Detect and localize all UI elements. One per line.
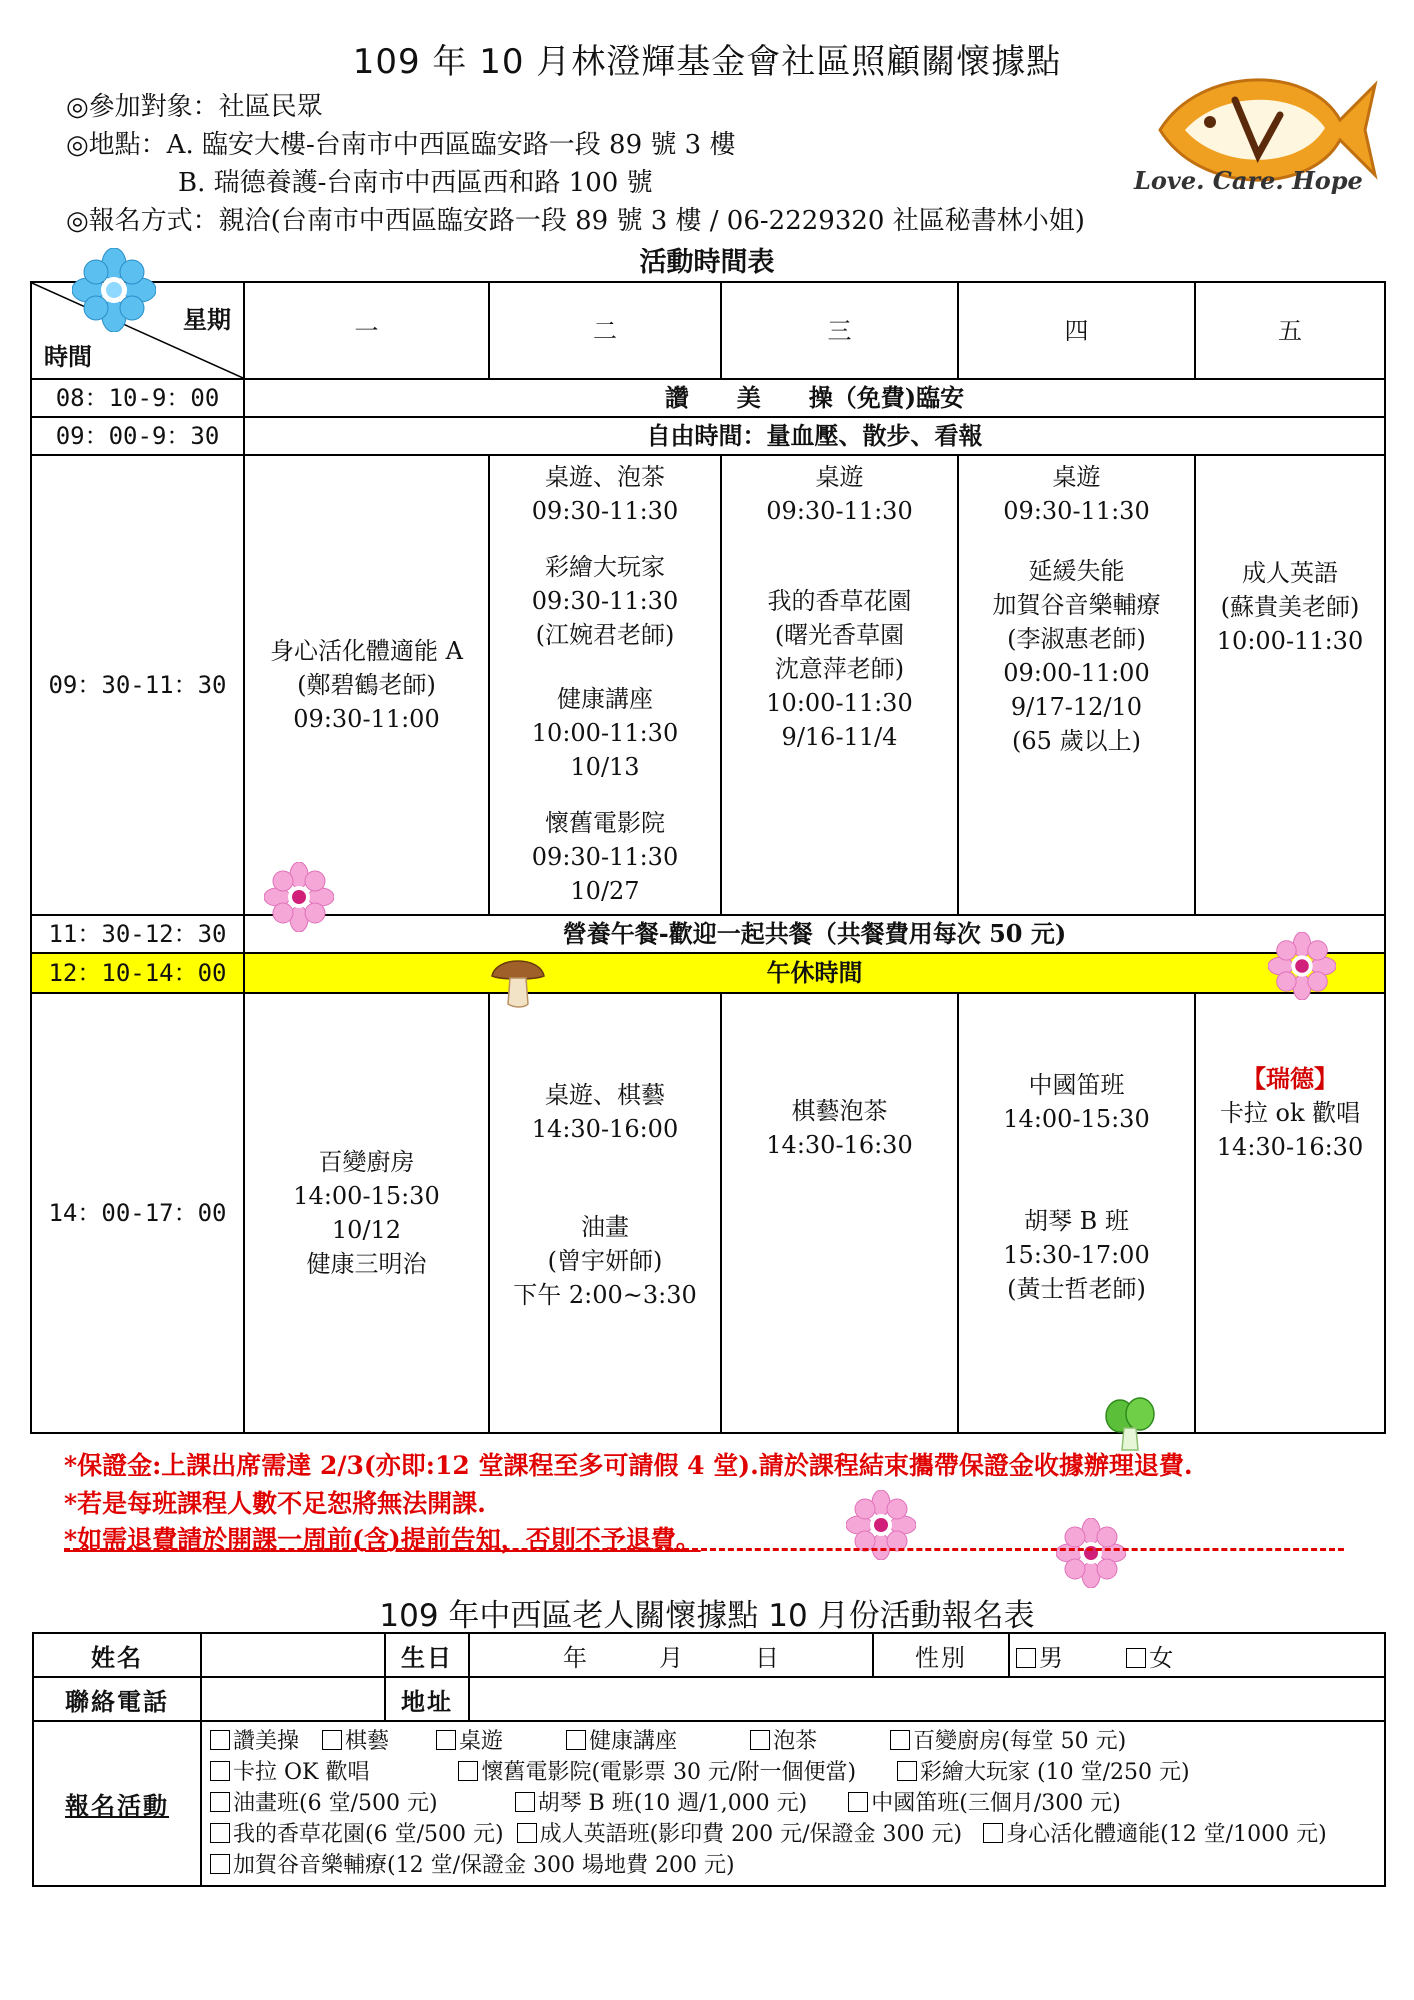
mushroom-icon — [488, 952, 548, 1010]
pink-flower-icon — [264, 862, 334, 932]
thu-morning-cell — [958, 455, 1195, 915]
activity-label: 健康講座 — [589, 1729, 678, 1754]
day-header-thu: 四 — [958, 282, 1195, 379]
tue-morning-cell — [489, 455, 721, 915]
phone-field[interactable] — [201, 1677, 385, 1721]
course-line: (鄭碧鶴老師) — [297, 671, 436, 699]
activities-label: 報名活動 — [33, 1721, 201, 1886]
course-line: 健康三明治 — [306, 1250, 427, 1278]
course-line: (李淑惠老師) — [1007, 625, 1146, 653]
course-line: 09:30-11:30 — [531, 497, 679, 525]
day-header-mon: 一 — [244, 282, 489, 379]
course-line: 身心活化體適能 A — [270, 637, 463, 665]
deposit-note: *保證金:上課出席需達 2/3(亦即:12 堂課程至多可請假 4 堂).請於課程結束攜帶保證金收據辦理退費. — [64, 1451, 1193, 1480]
birthday-label: 生日 — [385, 1633, 469, 1677]
activity-checkbox[interactable] — [983, 1823, 1003, 1843]
course-line: 彩繪大玩家 — [545, 553, 665, 581]
activity-row — [210, 1819, 1376, 1850]
pink-flower-icon — [1056, 1518, 1126, 1588]
address-field[interactable] — [469, 1677, 1385, 1721]
course-line: 15:30-17:00 — [1003, 1241, 1150, 1269]
activity-checkbox[interactable] — [890, 1730, 910, 1750]
course-line: 14:00-15:30 — [293, 1182, 440, 1210]
course-line: 10/12 — [331, 1216, 402, 1244]
course-line: 桌遊 — [1052, 463, 1101, 491]
schedule-title: 活動時間表 — [639, 247, 775, 278]
course-line: 沈意萍老師) — [774, 655, 905, 683]
activity-row — [210, 1788, 1376, 1819]
signup-method: ◎報名方式：親洽(台南市中西區臨安路一段 89 號 3 樓 / 06-2229320 社區秘書林小姐) — [66, 206, 1085, 236]
activity-label: 卡拉 OK 歡唱 — [233, 1760, 370, 1785]
activity-label: 我的香草花園(6 堂/500 元) — [233, 1822, 504, 1847]
activity-checkbox[interactable] — [210, 1761, 230, 1781]
activity-label: 懷舊電影院(電影票 30 元/附一個便當) — [481, 1760, 857, 1785]
page-title: 109 年 10 月林澄輝基金會社區照顧關懷據點 — [352, 42, 1062, 82]
course-line: 百變廚房 — [318, 1148, 415, 1176]
activity-label: 棋藝 — [345, 1729, 390, 1754]
thu-afternoon-cell — [958, 993, 1195, 1433]
course-line: 09:30-11:30 — [531, 587, 679, 615]
logo-text: Love. Care. Hope — [1134, 166, 1363, 195]
birthday-field[interactable]: 年 月 日 — [469, 1633, 873, 1677]
enrollment-note: *若是每班課程人數不足恕將無法開課. — [64, 1489, 486, 1518]
mon-afternoon-cell — [244, 993, 489, 1433]
course-line: 14:30-16:30 — [766, 1131, 913, 1159]
course-line: 10/13 — [570, 753, 640, 781]
activity-checkbox[interactable] — [515, 1792, 535, 1812]
course-line: 10:00-11:30 — [531, 719, 679, 747]
course-line: 09:00-11:00 — [1003, 659, 1150, 687]
registration-form — [32, 1632, 1386, 1887]
course-line: (曙光香草園 — [774, 621, 905, 649]
course-line: 油畫 — [581, 1213, 629, 1241]
mon-morning-cell — [244, 455, 489, 915]
activity-label: 胡琴 B 班(10 週/1,000 元) — [537, 1791, 808, 1816]
gender-label: 性別 — [873, 1633, 1009, 1677]
address-label: 地址 — [385, 1677, 469, 1721]
course-line: 健康講座 — [557, 685, 653, 713]
activity-checkbox[interactable] — [750, 1730, 770, 1750]
activity-label: 讚美操 — [233, 1729, 300, 1754]
gender-field — [1009, 1633, 1385, 1677]
activity-label: 百變廚房(每堂 50 元) — [913, 1729, 1127, 1754]
vegetable-icon — [1100, 1394, 1160, 1452]
course-line: 09:30-11:00 — [293, 705, 440, 733]
course-line: 09:30-11:30 — [766, 497, 913, 525]
location-a: ◎地點：A. 臨安大樓-台南市中西區臨安路一段 89 號 3 樓 — [66, 130, 736, 160]
activity-checkbox[interactable] — [210, 1730, 230, 1750]
course-line: 10/27 — [570, 877, 640, 905]
activity-label: 彩繪大玩家 (10 堂/250 元) — [920, 1760, 1190, 1785]
time-slot: 09：30-11：30 — [31, 455, 244, 915]
nap-time-row: 午休時間 — [244, 953, 1385, 993]
activity-label: 身心活化體適能(12 堂/1000 元) — [1006, 1822, 1327, 1847]
course-line: 桌遊、泡茶 — [545, 463, 665, 491]
course-line: 10:00-11:30 — [766, 689, 913, 717]
activity-label: 桌遊 — [459, 1729, 504, 1754]
name-label: 姓名 — [33, 1633, 201, 1677]
fri-afternoon-cell — [1195, 993, 1385, 1433]
male-label: 男 — [1039, 1643, 1063, 1672]
activity-checkbox[interactable] — [210, 1823, 230, 1843]
free-time-row: 自由時間：量血壓、散步、看報 — [244, 417, 1385, 455]
time-slot: 11：30-12：30 — [31, 915, 244, 953]
corner-time-label: 時間 — [44, 342, 92, 371]
course-line: (江婉君老師) — [535, 621, 675, 649]
activity-row — [210, 1726, 1376, 1757]
course-line: 09:30-11:30 — [531, 843, 679, 871]
course-line: 加賀谷音樂輔療 — [992, 591, 1161, 619]
activity-checkbox[interactable] — [897, 1761, 917, 1781]
course-line: 14:30-16:00 — [531, 1115, 679, 1143]
activity-checkbox[interactable] — [210, 1792, 230, 1812]
lunch-row: 營養午餐-歡迎一起共餐（共餐費用每次 50 元) — [244, 915, 1385, 953]
form-title: 109 年中西區老人關懷據點 10 月份活動報名表 — [379, 1598, 1035, 1634]
course-line: 14:30-16:30 — [1216, 1133, 1364, 1161]
female-label: 女 — [1149, 1643, 1174, 1672]
course-line: 中國笛班 — [1028, 1071, 1125, 1099]
course-line: (曾宇妍師) — [547, 1247, 663, 1275]
course-line: 卡拉 ok 歡唱 — [1219, 1099, 1361, 1127]
tue-afternoon-cell — [489, 993, 721, 1433]
course-line: 懷舊電影院 — [545, 809, 665, 837]
activity-label: 泡茶 — [773, 1729, 818, 1754]
course-line: 成人英語 — [1242, 559, 1338, 587]
day-header-tue: 二 — [489, 282, 721, 379]
time-slot: 14：00-17：00 — [31, 993, 244, 1433]
activity-checkbox[interactable] — [322, 1730, 342, 1750]
course-line: 我的香草花園 — [767, 587, 912, 615]
phone-label: 聯絡電話 — [33, 1677, 201, 1721]
course-line: 09:30-11:30 — [1003, 497, 1150, 525]
schedule-table — [30, 281, 1386, 1434]
course-line: (65 歲以上) — [1012, 727, 1141, 755]
venue-tag: 【瑞德】 — [1242, 1064, 1338, 1093]
wed-morning-cell — [721, 455, 958, 915]
course-line: 胡琴 B 班 — [1024, 1207, 1129, 1235]
corner-week-label: 星期 — [183, 305, 231, 334]
wed-afternoon-cell — [721, 993, 958, 1433]
time-slot: 09：00-9：30 — [31, 417, 244, 455]
activity-row — [210, 1757, 1376, 1788]
location-b: B. 瑞德養護-台南市中西區西和路 100 號 — [178, 168, 653, 198]
activity-label: 加賀谷音樂輔療(12 堂/保證金 300 場地費 200 元) — [233, 1853, 735, 1878]
time-slot: 08：10-9：00 — [31, 379, 244, 417]
activities-options — [201, 1721, 1385, 1886]
course-line: 下午 2:00~3:30 — [513, 1281, 697, 1309]
course-line: 桌遊、棋藝 — [545, 1081, 665, 1109]
day-header-fri: 五 — [1195, 282, 1385, 379]
course-line: (黃士哲老師) — [1007, 1275, 1146, 1303]
activity-checkbox[interactable] — [436, 1730, 456, 1750]
activity-checkbox[interactable] — [210, 1854, 230, 1874]
male-checkbox[interactable] — [1016, 1648, 1036, 1668]
day-header-wed: 三 — [721, 282, 958, 379]
course-line: 桌遊 — [815, 463, 864, 491]
blue-flower-icon — [72, 248, 156, 332]
course-line: 棋藝泡茶 — [791, 1097, 888, 1125]
activity-label: 成人英語班(影印費 200 元/保證金 300 元) — [539, 1822, 963, 1847]
name-field[interactable] — [201, 1633, 385, 1677]
course-line: 9/17-12/10 — [1010, 693, 1143, 721]
target-audience: ◎參加對象：社區民眾 — [66, 92, 323, 122]
course-line: (蘇貴美老師) — [1220, 593, 1360, 621]
activity-checkbox[interactable] — [848, 1792, 868, 1812]
activity-label: 油畫班(6 堂/500 元) — [233, 1791, 438, 1816]
activity-checkbox[interactable] — [458, 1761, 478, 1781]
activity-label: 中國笛班(三個月/300 元) — [871, 1791, 1121, 1816]
activity-checkbox[interactable] — [517, 1823, 537, 1843]
course-line: 14:00-15:30 — [1003, 1105, 1150, 1133]
fri-morning-cell — [1195, 455, 1385, 915]
time-slot: 12：10-14：00 — [31, 953, 244, 993]
pink-flower-icon — [1268, 932, 1336, 1000]
course-line: 9/16-11/4 — [781, 723, 898, 751]
praise-exercise-row: 讚 美 操（免費)臨安 — [244, 379, 1385, 417]
activity-checkbox[interactable] — [566, 1730, 586, 1750]
female-checkbox[interactable] — [1126, 1648, 1146, 1668]
refund-note: *如需退費請於開課一周前(含)提前告知，否則不予退費。 — [64, 1525, 701, 1554]
cut-line — [64, 1548, 1344, 1551]
activity-row — [210, 1850, 1376, 1881]
course-line: 延緩失能 — [1028, 557, 1125, 585]
course-line: 10:00-11:30 — [1216, 627, 1364, 655]
